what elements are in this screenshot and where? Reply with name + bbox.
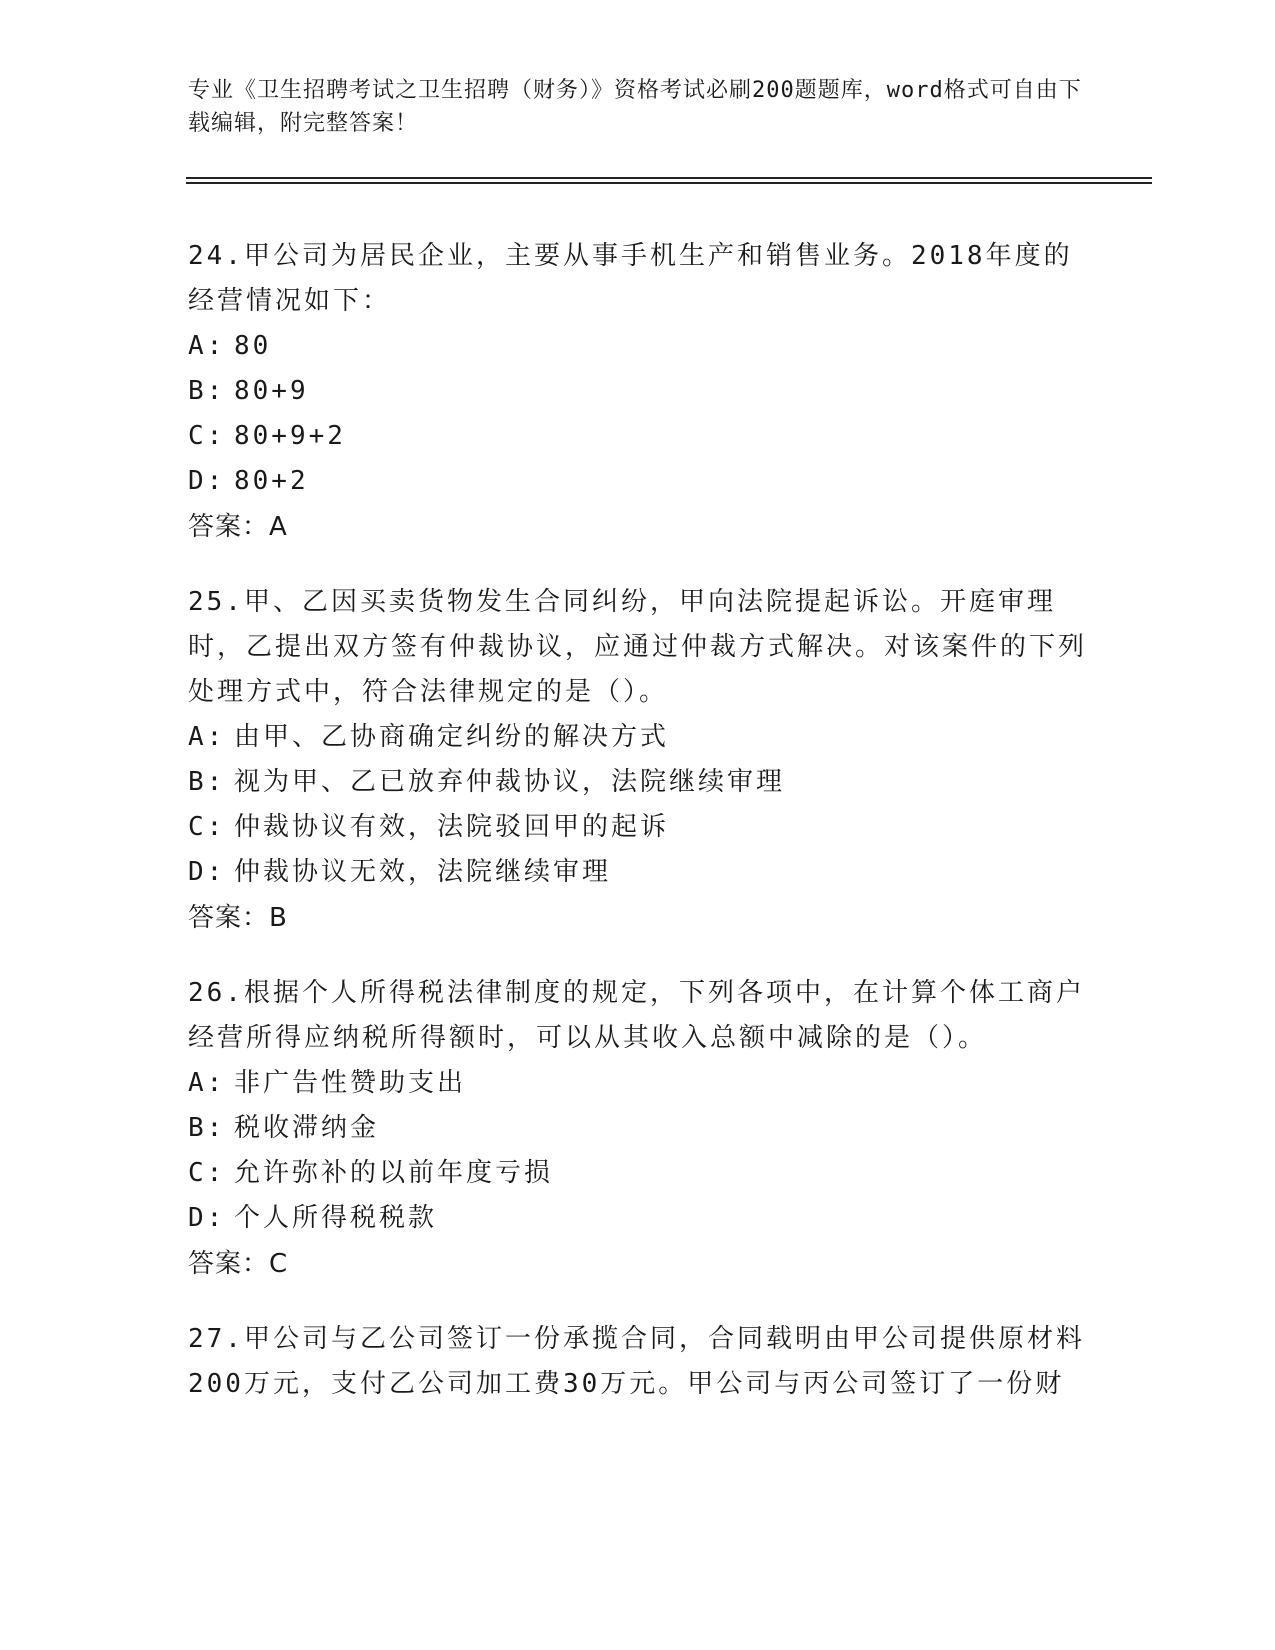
option-key: C:	[188, 421, 226, 451]
header-divider-bottom	[186, 182, 1152, 184]
option-key: A:	[188, 331, 226, 361]
question-26	[188, 971, 1088, 1287]
option-text: 80+9+2	[234, 421, 346, 451]
option-text: 仲裁协议无效，法院继续审理	[234, 857, 612, 887]
option-a	[188, 715, 1088, 760]
question-25	[188, 580, 1088, 941]
question-text: 27.甲公司与乙公司签订一份承揽合同，合同载明由甲公司提供原材料200万元，支付乙公司加工费30万元。甲公司与丙公司签订了一份财	[188, 1324, 1085, 1399]
option-key: C:	[188, 812, 226, 842]
question-27	[188, 1317, 1088, 1407]
option-text: 仲裁协议有效，法院驳回甲的起诉	[234, 812, 670, 842]
option-c	[188, 805, 1088, 850]
question-list	[188, 234, 1088, 1437]
question-24	[188, 234, 1088, 550]
option-d	[188, 850, 1088, 895]
option-text: 80+2	[234, 466, 309, 496]
option-key: D:	[188, 857, 226, 887]
option-key: D:	[188, 1203, 226, 1233]
option-key: B:	[188, 1113, 226, 1143]
option-a	[188, 324, 1088, 369]
header-divider-top	[186, 177, 1152, 179]
option-a	[188, 1061, 1088, 1106]
option-d	[188, 1196, 1088, 1241]
option-b	[188, 760, 1088, 805]
option-key: A:	[188, 1068, 226, 1098]
option-key: A:	[188, 722, 226, 752]
option-key: B:	[188, 376, 226, 406]
answer: 答案：A	[188, 512, 288, 542]
option-key: D:	[188, 466, 226, 496]
option-text: 80+9	[234, 376, 309, 406]
option-b	[188, 369, 1088, 414]
question-text: 26.根据个人所得税法律制度的规定，下列各项中，在计算个体工商户经营所得应纳税所得额时，可以从其收入总额中减除的是（）。	[188, 978, 1085, 1053]
answer: 答案：C	[188, 1249, 289, 1279]
option-text: 非广告性赞助支出	[234, 1068, 467, 1098]
option-text: 税收滞纳金	[234, 1113, 380, 1143]
option-text: 允许弥补的以前年度亏损	[234, 1158, 554, 1188]
option-text: 由甲、乙协商确定纠纷的解决方式	[234, 722, 670, 752]
question-text: 25.甲、乙因买卖货物发生合同纠纷，甲向法院提起诉讼。开庭审理时，乙提出双方签有仲裁协议，应通过仲裁方式解决。对该案件的下列处理方式中，符合法律规定的是（）。	[188, 587, 1088, 707]
option-text: 视为甲、乙已放弃仲裁协议，法院继续审理	[234, 767, 786, 797]
option-text: 80	[234, 331, 272, 361]
option-c	[188, 1151, 1088, 1196]
document-header: 专业《卫生招聘考试之卫生招聘（财务）》资格考试必刷200题题库，word格式可自由下载编辑，附完整答案！	[188, 78, 1082, 136]
option-b	[188, 1106, 1088, 1151]
option-key: C:	[188, 1158, 226, 1188]
answer: 答案：B	[188, 903, 288, 933]
option-text: 个人所得税税款	[234, 1203, 438, 1233]
option-d	[188, 459, 1088, 504]
option-key: B:	[188, 767, 226, 797]
option-c	[188, 414, 1088, 459]
question-text: 24.甲公司为居民企业，主要从事手机生产和销售业务。2018年度的经营情况如下：	[188, 241, 1073, 316]
